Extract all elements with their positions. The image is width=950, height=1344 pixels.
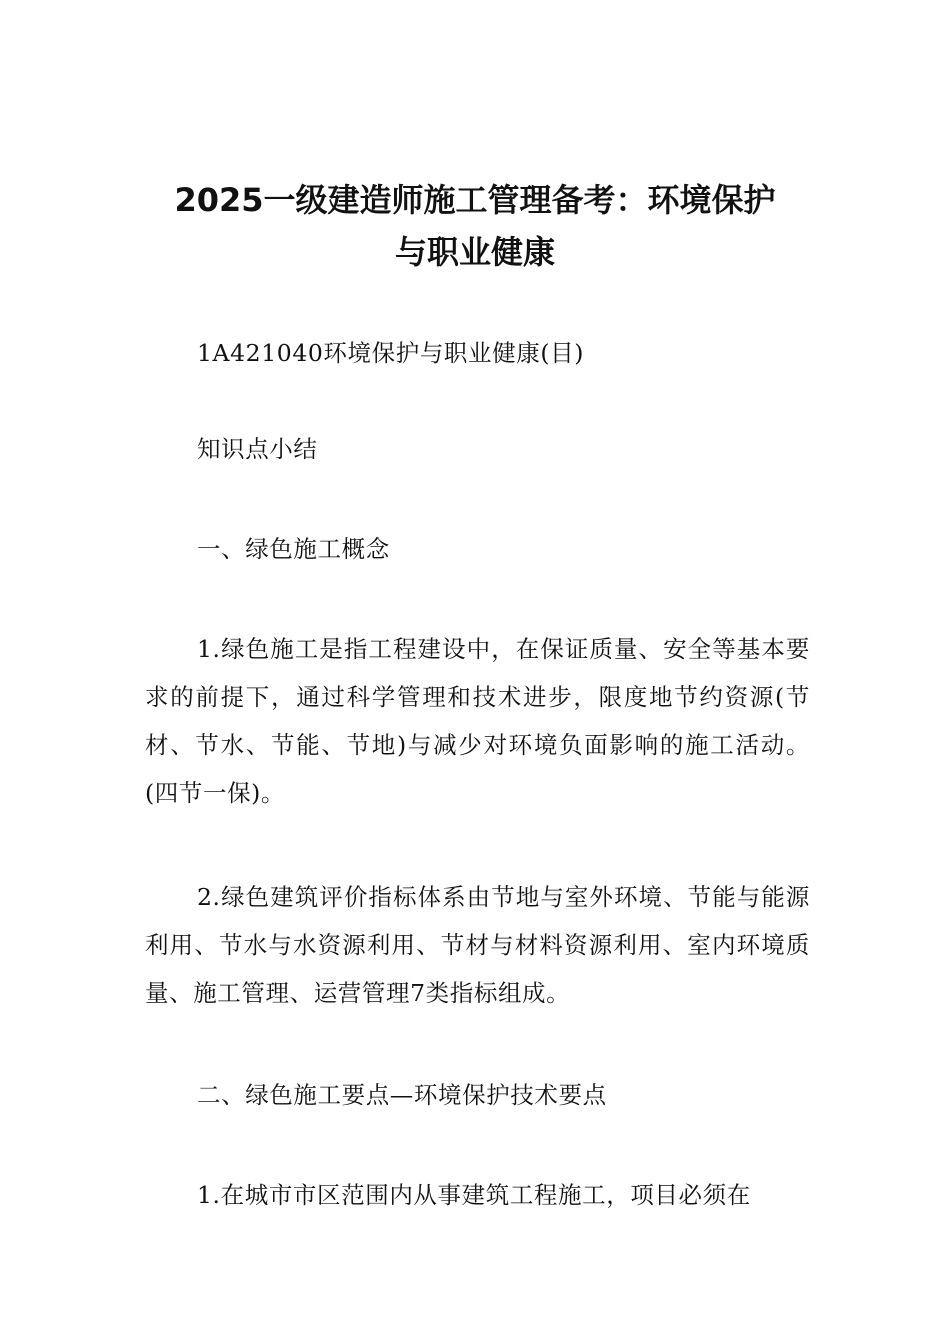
section-heading-2: 二、绿色施工要点—环境保护技术要点 <box>197 1081 607 1109</box>
section-code-heading: 1A421040环境保护与职业健康(目) <box>197 339 584 367</box>
title-line-2: 与职业健康 <box>394 233 555 271</box>
paragraph-evaluation-system: 2.绿色建筑评价指标体系由节地与室外环境、节能与能源利用、节水与水资源利用、节材与材料资源利用、室内环境质量、施工管理、运营管理7类指标组成。 <box>145 883 810 1007</box>
paragraph-green-construction-definition: 1.绿色施工是指工程建设中，在保证质量、安全等基本要求的前提下，通过科学管理和技术进步，限度地节约资源(节材、节水、节能、节地)与减少对环境负面影响的施工活动。(四节一保)。 <box>145 635 810 807</box>
paragraph-urban-construction: 1.在城市市区范围内从事建筑工程施工，项目必须在 <box>197 1181 751 1209</box>
document-title <box>100 174 850 278</box>
section-heading-1: 一、绿色施工概念 <box>197 535 390 563</box>
summary-heading: 知识点小结 <box>197 435 318 463</box>
title-line-1: 2025一级建造师施工管理备考：环境保护 <box>174 181 776 219</box>
